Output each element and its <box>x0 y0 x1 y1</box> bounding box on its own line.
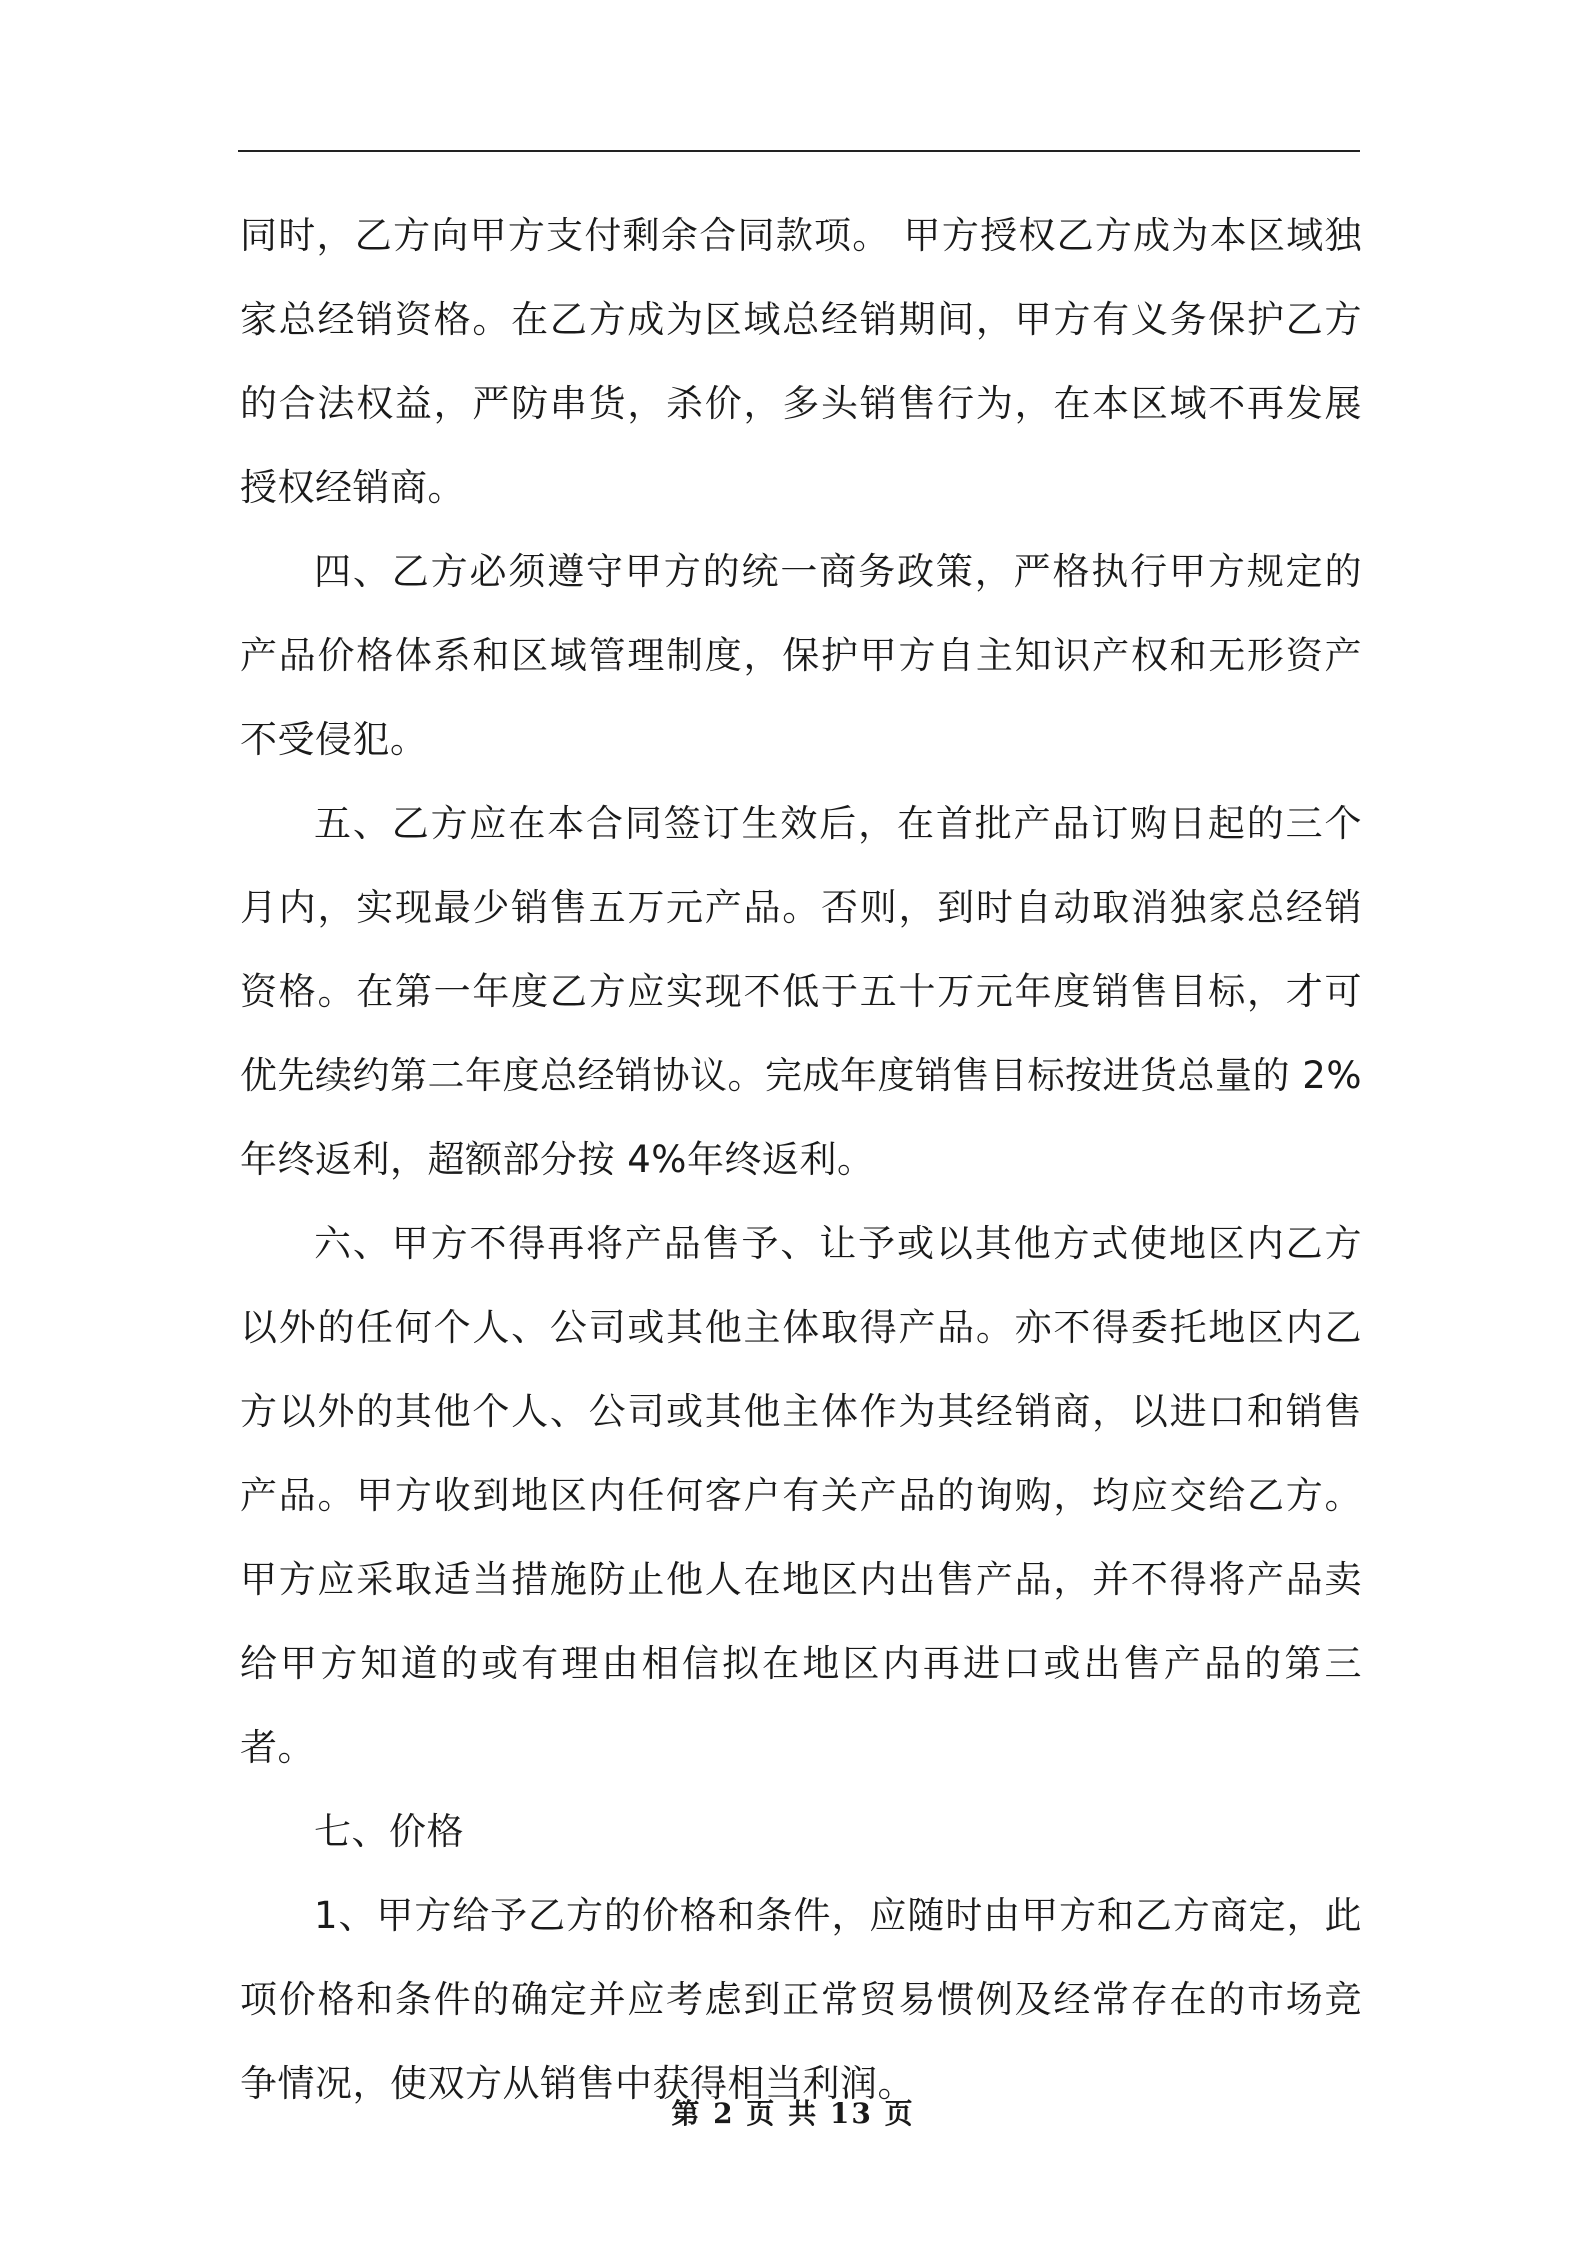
document-body <box>240 194 1362 2126</box>
page-number: 第 2 页 共 13 页 <box>671 2097 915 2130</box>
paragraph-clause-4: 四、乙方必须遵守甲方的统一商务政策，严格执行甲方规定的产品价格体系和区域管理制度，保护甲方自主知识产权和无形资产不受侵犯。 <box>240 550 1362 761</box>
paragraph-continuation: 同时，乙方向甲方支付剩余合同款项。 甲方授权乙方成为本区域独家总经销资格。在乙方成为区域总经销期间，甲方有义务保护乙方的合法权益，严防串货，杀价，多头销售行为，在本区域不再发展授权经销商。 <box>240 214 1362 509</box>
section-heading-price: 七、价格 <box>314 1810 464 1853</box>
paragraph-clause-6: 六、甲方不得再将产品售予、让予或以其他方式使地区内乙方以外的任何个人、公司或其他主体取得产品。亦不得委托地区内乙方以外的其他个人、公司或其他主体作为其经销商，以进口和销售产品。甲方收到地区内任何客户有关产品的询购，均应交给乙方。甲方应采取适当措施防止他人在地区内出售产品，并不得将产品卖给甲方知道的或有理由相信拟在地区内再进口或出售产品的第三者。 <box>240 1222 1362 1769</box>
header-divider <box>238 150 1360 152</box>
paragraph-price-1: 1、甲方给予乙方的价格和条件，应随时由甲方和乙方商定，此项价格和条件的确定并应考虑到正常贸易惯例及经常存在的市场竞争情况，使双方从销售中获得相当利润。 <box>240 1894 1362 2105</box>
paragraph-clause-5: 五、乙方应在本合同签订生效后，在首批产品订购日起的三个月内，实现最少销售五万元产品。否则，到时自动取消独家总经销资格。在第一年度乙方应实现不低于五十万元年度销售目标，才可优先续约第二年度总经销协议。完成年度销售目标按进货总量的 2%年终返利，超额部分按 4%年终返利。 <box>240 802 1362 1181</box>
